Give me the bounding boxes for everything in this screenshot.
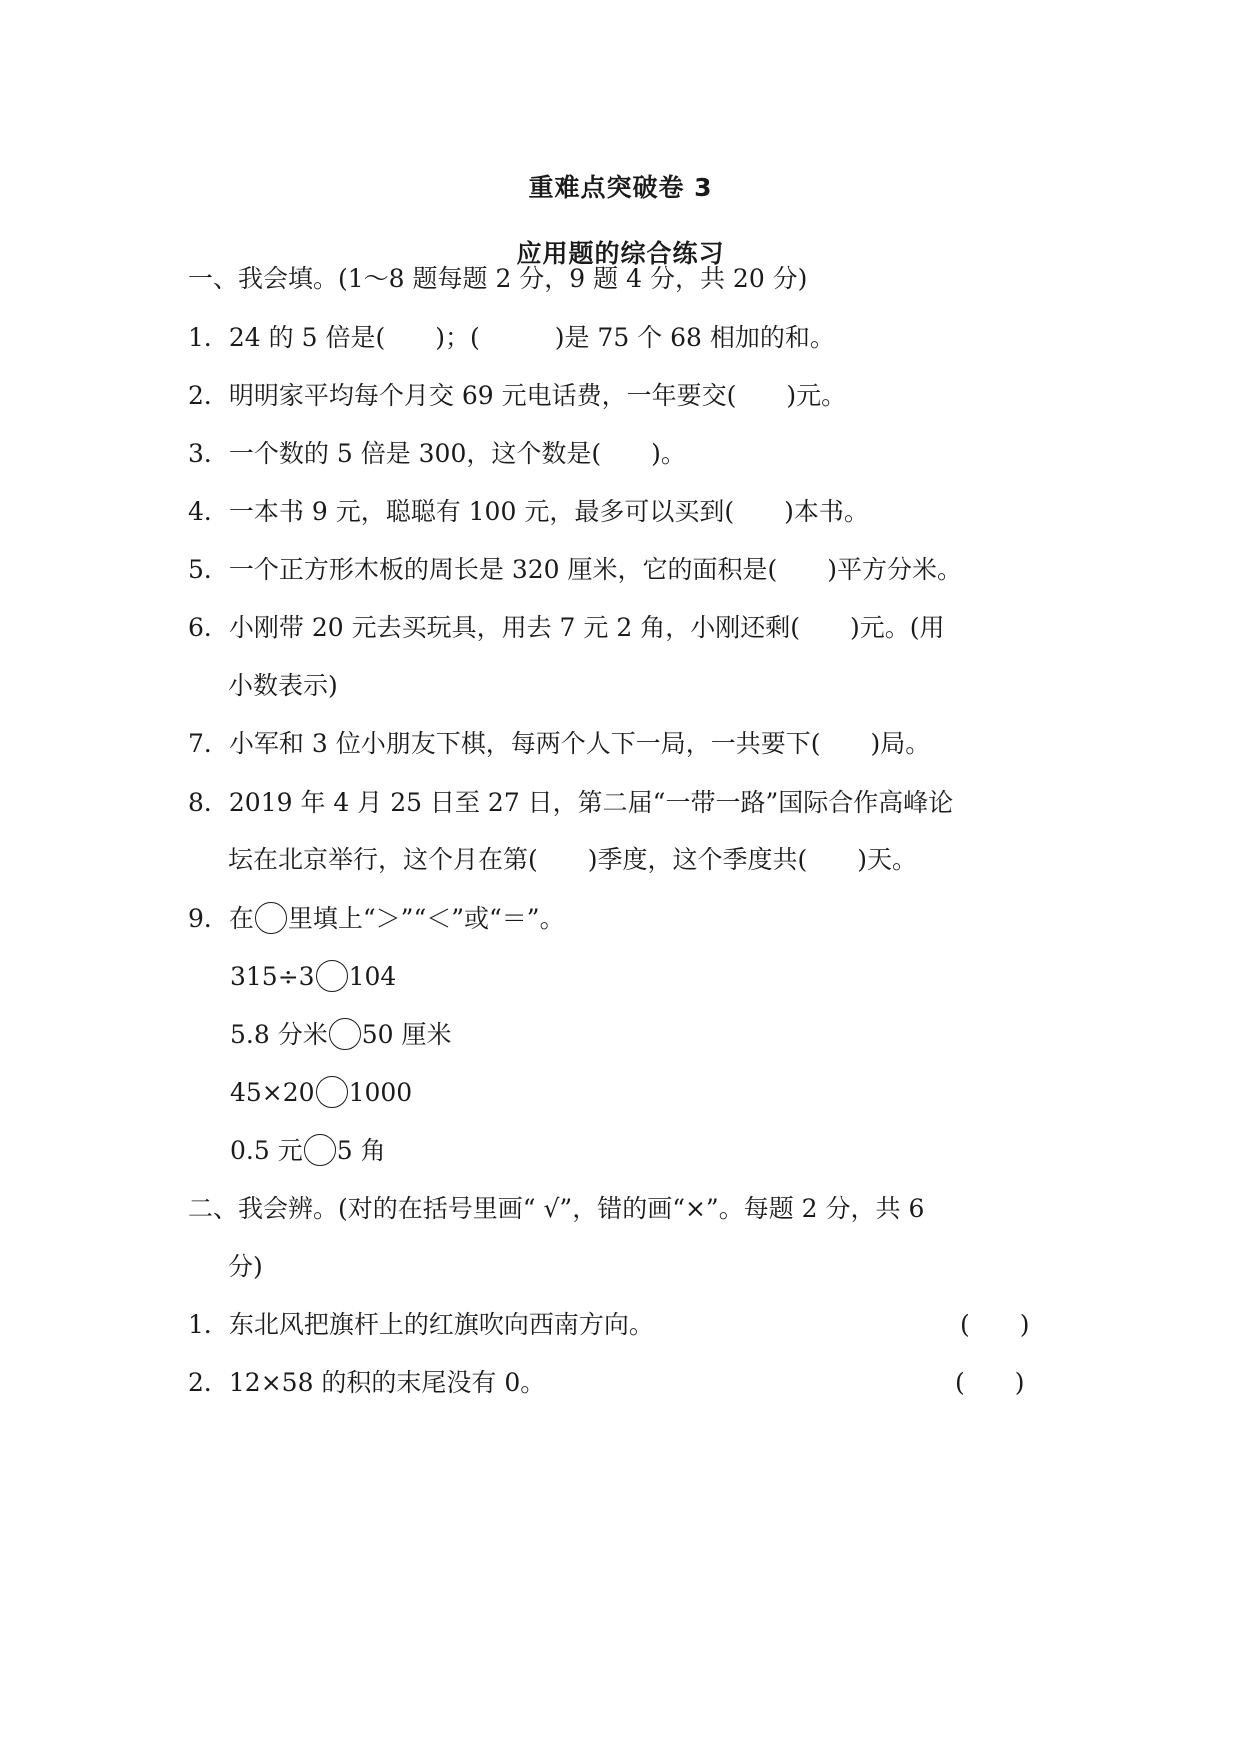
compare-right: 50 厘米 xyxy=(361,1020,452,1049)
compare-right: 5 角 xyxy=(336,1136,386,1165)
section-2-heading-line-2: 分) xyxy=(228,1252,263,1281)
compare-row-3 xyxy=(230,1076,412,1110)
compare-answer-circle[interactable] xyxy=(304,1134,336,1166)
question-2: 2．明明家平均每个月交 69 元电话费，一年要交( )元。 xyxy=(188,381,847,410)
question-3: 3．一个数的 5 倍是 300，这个数是( )。 xyxy=(188,439,686,468)
compare-right: 104 xyxy=(348,962,397,991)
page-subtitle: 应用题的综合练习 xyxy=(516,239,725,268)
judge-answer-paren-1[interactable]: ( ) xyxy=(960,1310,1030,1339)
question-5: 5．一个正方形木板的周长是 320 厘米，它的面积是( )平方分米。 xyxy=(188,555,963,584)
compare-answer-circle[interactable] xyxy=(316,960,348,992)
compare-circle-icon xyxy=(255,902,287,934)
question-9-prefix: 9．在 xyxy=(188,904,254,933)
question-8-line-2: 坛在北京举行，这个月在第( )季度，这个季度共( )天。 xyxy=(228,845,918,874)
compare-left: 315÷3 xyxy=(230,962,315,991)
question-8-line-1: 8．2019 年 4 月 25 日至 27 日，第二届“一带一路”国际合作高峰论 xyxy=(188,788,954,817)
page-title: 重难点突破卷 3 xyxy=(528,173,713,202)
compare-row-1 xyxy=(230,960,396,994)
section-2-heading-line-1: 二、我会辨。(对的在括号里画“ √”，错的画“×”。每题 2 分，共 6 xyxy=(188,1194,925,1223)
compare-row-2 xyxy=(230,1018,451,1052)
compare-answer-circle[interactable] xyxy=(329,1018,361,1050)
question-1: 1．24 的 5 倍是( )；( )是 75 个 68 相加的和。 xyxy=(188,323,835,352)
compare-answer-circle[interactable] xyxy=(316,1076,348,1108)
question-4: 4．一本书 9 元，聪聪有 100 元，最多可以买到( )本书。 xyxy=(188,497,869,526)
compare-row-4 xyxy=(230,1134,386,1168)
judge-item-2: 2．12×58 的积的末尾没有 0。 xyxy=(188,1368,546,1397)
judge-answer-paren-2[interactable]: ( ) xyxy=(955,1368,1025,1397)
judge-item-1: 1．东北风把旗杆上的红旗吹向西南方向。 xyxy=(188,1310,654,1339)
question-9-suffix: 里填上“＞”“＜”或“＝”。 xyxy=(287,904,565,933)
compare-right: 1000 xyxy=(348,1078,413,1107)
question-6-line-1: 6．小刚带 20 元去买玩具，用去 7 元 2 角，小刚还剩( )元。(用 xyxy=(188,613,945,642)
compare-left: 5.8 分米 xyxy=(230,1020,328,1049)
compare-left: 45×20 xyxy=(230,1078,315,1107)
question-6-line-2: 小数表示) xyxy=(228,671,338,700)
section-1-heading: 一、我会填。(1～8 题每题 2 分，9 题 4 分，共 20 分) xyxy=(188,264,808,293)
compare-left: 0.5 元 xyxy=(230,1136,303,1165)
question-9 xyxy=(188,902,565,936)
question-7: 7．小军和 3 位小朋友下棋，每两个人下一局，一共要下( )局。 xyxy=(188,729,931,758)
